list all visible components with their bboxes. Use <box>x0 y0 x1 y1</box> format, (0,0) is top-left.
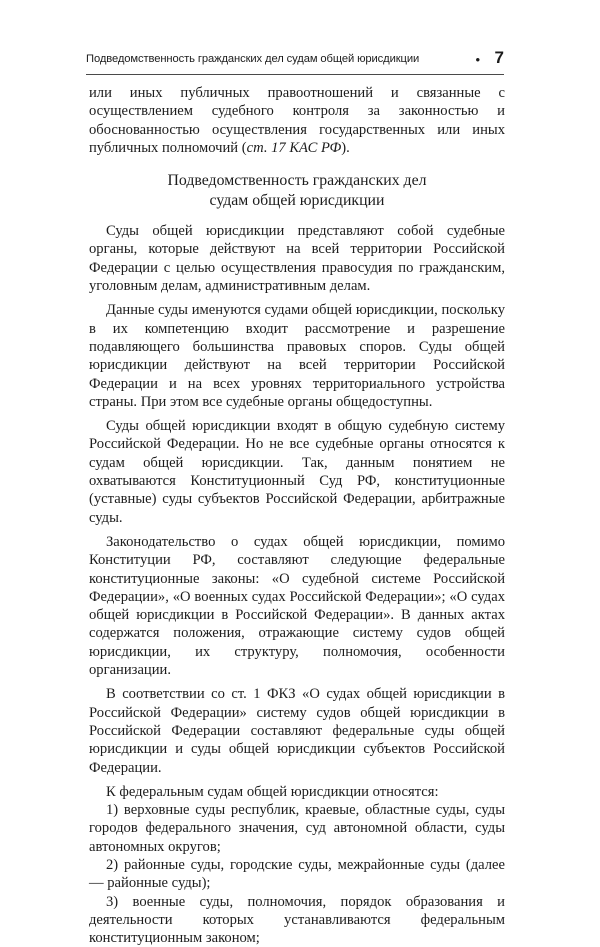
paragraph-4: Законодательство о судах общей юрисдикции, помимо Конституции РФ, составляют следующие федеральные конституционные законы: «О судебной системе Российской Федерации», «О военных судах Российской Федерации»; «О судах общей юрисдикции в Российской Федерации». В данных актах содержатся положения, отражающие систему судов общей юрисдикции, их структуру, полномочия, особенности организации. <box>89 533 505 679</box>
intro-text: или иных публичных правоотношений и связанные с осуществлением судебного контроля за законностью и обоснованностью осуществления государственных или иных публичных полномочий ( <box>89 85 505 156</box>
paragraph-5: В соответствии со ст. 1 ФКЗ «О судах общей юрисдикции в Российской Федерации» систему судов общей юрисдикции в Российской Федерации составляют федеральные суды общей юрисдикции и суды общей юрисдикции субъектов Российской Федерации. <box>89 686 505 776</box>
paragraph-2: Данные суды именуются судами общей юрисдикции, поскольку в их компетенцию входит рассмотрение и разрешение подавляющего большинства правовых споров. Суды общей юрисдикции действуют на всей территории Российской Федерации и на всех уровнях территориального устройства страны. При этом все судебные органы общедоступны. <box>89 302 505 410</box>
list-item-3: 3) военные суды, полномочия, порядок образования и деятельности которых устанавливаются федеральным конституционным законом; <box>89 893 505 947</box>
paragraph-1: Суды общей юрисдикции представляют собой судебные органы, которые действуют на всей территории Российской Федерации с целью осуществления правосудия по гражданским, уголовным делам, административным делам. <box>89 223 505 295</box>
section-title <box>89 171 505 211</box>
intro-citation: ст. 17 КАС РФ <box>246 139 342 156</box>
paragraph-6: К федеральным судам общей юрисдикции относятся: <box>106 783 439 800</box>
intro-tail: ). <box>341 139 350 156</box>
paragraph-3: Суды общей юрисдикции входят в общую судебную систему Российской Федерации. Но не все судебные органы относятся к судам общей юрисдикции. Так, данным понятием не охватываются Конституционный Суд РФ, конституционные (уставные) суды субъектов Российской Федерации, арбитражные суды. <box>89 418 505 526</box>
section-title-line-2: судам общей юрисдикции <box>209 192 385 210</box>
list-item-1: 1) верховные суды республик, краевые, областные суды, суды городов федерального значения, суд автономной области, суды автономных округов; <box>89 802 505 855</box>
page-body <box>89 84 505 947</box>
page-number: 7 <box>494 48 504 67</box>
running-title: Подведомственность гражданских дел судам общей юрисдикции <box>86 53 420 65</box>
intro-paragraph <box>89 84 505 157</box>
page-header <box>86 44 504 75</box>
list-item-2: 2) районные суды, городские суды, межрайонные суды (далее — районные суды); <box>89 856 505 892</box>
section-title-line-1: Подведомственность гражданских дел <box>167 172 427 190</box>
bullet-separator: • <box>475 52 480 67</box>
